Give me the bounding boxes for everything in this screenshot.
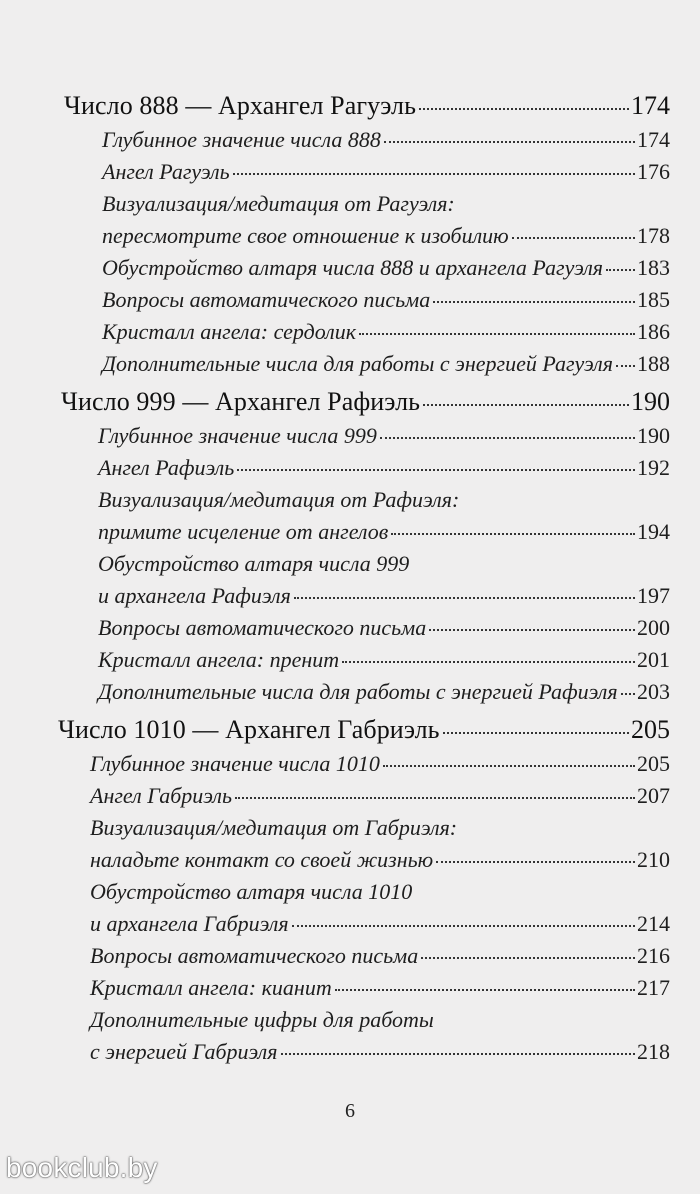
- subentry-page-number: 207: [637, 783, 670, 808]
- subentry-title: Глубинное значение числа 1010: [90, 751, 380, 776]
- subentry-title: Ангел Рафиэль: [98, 455, 235, 480]
- dot-leader: [380, 437, 635, 439]
- subentry-title-line-1: Визуализация/медитация от Рагуэля:: [102, 191, 455, 216]
- toc-section-888: [0, 88, 700, 380]
- subentry-last-line: [102, 220, 670, 252]
- chapter-page-number: 205: [631, 715, 670, 744]
- watermark-logo: bookclub.by: [6, 1152, 158, 1183]
- subentry-title: Дополнительные числа для работы с энергией Рагуэля: [102, 351, 613, 376]
- subentry-title-line-1: Обустройство алтаря числа 999: [98, 551, 410, 576]
- toc-section-1010: [0, 712, 700, 1068]
- toc-subentry: [0, 156, 700, 188]
- subentry-title-line-2: примите исцеление от ангелов: [98, 519, 389, 544]
- subentry-page-number: 178: [637, 223, 670, 248]
- subentry-title-line-1: Обустройство алтаря числа 1010: [90, 879, 413, 904]
- subentry-page-number: 210: [637, 847, 670, 872]
- toc-subentry-multiline: [0, 188, 700, 252]
- subentry-title-line-1: Дополнительные цифры для работы: [90, 1007, 434, 1032]
- toc-subentry: [0, 748, 700, 780]
- toc-subentry: [0, 452, 700, 484]
- subentry-title-line-1: Визуализация/медитация от Рафиэля:: [98, 487, 460, 512]
- toc-subentry-multiline: [0, 876, 700, 940]
- subentry-page-number: 192: [637, 455, 670, 480]
- subentry-page-number: 214: [637, 911, 670, 936]
- toc-chapter-entry: [0, 712, 700, 748]
- subentry-page-number: 216: [637, 943, 670, 968]
- dot-leader: [391, 533, 635, 535]
- chapter-title: Число 888 — Архангел Рагуэль: [64, 91, 417, 120]
- chapter-page-number: 174: [631, 91, 670, 120]
- subentry-title: Глубинное значение числа 888: [102, 127, 381, 152]
- subentry-page-number: 200: [637, 615, 670, 640]
- toc-section-999: [0, 384, 700, 708]
- toc-subentry: [0, 940, 700, 972]
- dot-leader: [429, 629, 635, 631]
- subentry-last-line: [90, 1036, 670, 1068]
- toc-chapter-entry: [0, 88, 700, 124]
- toc-subentry: [0, 252, 700, 284]
- subentry-page-number: 183: [637, 255, 670, 280]
- dot-leader: [436, 861, 635, 863]
- subentry-page-number: 218: [637, 1039, 670, 1064]
- toc-subentry: [0, 124, 700, 156]
- dot-leader: [443, 732, 629, 734]
- dot-leader: [606, 269, 635, 271]
- toc-subentry: [0, 316, 700, 348]
- subentry-title-line-2: с энергией Габриэля: [90, 1039, 278, 1064]
- dot-leader: [233, 173, 635, 175]
- dot-leader: [421, 957, 635, 959]
- chapter-title: Число 1010 — Архангел Габриэль: [58, 715, 440, 744]
- dot-leader: [383, 765, 635, 767]
- dot-leader: [621, 693, 635, 695]
- subentry-title-line-2: и архангела Рафиэля: [98, 583, 291, 608]
- subentry-title: Вопросы автоматического письма: [102, 287, 431, 312]
- subentry-title: Ангел Габриэль: [90, 783, 233, 808]
- page-number: 6: [345, 1100, 355, 1122]
- subentry-last-line: [98, 516, 670, 548]
- subentry-page-number: 188: [637, 351, 670, 376]
- dot-leader: [294, 597, 635, 599]
- dot-leader: [292, 925, 635, 927]
- toc-subentry: [0, 972, 700, 1004]
- dot-leader: [342, 661, 635, 663]
- chapter-page-number: 190: [631, 387, 670, 416]
- dot-leader: [433, 301, 635, 303]
- subentry-title-line-1: Визуализация/медитация от Габриэля:: [90, 815, 458, 840]
- subentry-title: Кристалл ангела: сердолик: [102, 319, 357, 344]
- toc-chapter-entry: [0, 384, 700, 420]
- subentry-last-line: [98, 580, 670, 612]
- subentry-title: Глубинное значение числа 999: [98, 423, 377, 448]
- subentry-title: Вопросы автоматического письма: [98, 615, 427, 640]
- subentry-last-line: [90, 844, 670, 876]
- toc-subentry-multiline: [0, 1004, 700, 1068]
- dot-leader: [616, 365, 635, 367]
- toc-subentry-multiline: [0, 812, 700, 876]
- subentry-page-number: 174: [637, 127, 670, 152]
- dot-leader: [281, 1053, 636, 1055]
- subentry-title: Обустройство алтаря числа 888 и архангела Рагуэля: [102, 255, 604, 280]
- toc-subentry-multiline: [0, 548, 700, 612]
- table-of-contents: [0, 88, 700, 1072]
- subentry-title-line-2: пересмотрите свое отношение к изобилию: [102, 223, 509, 248]
- subentry-page-number: 194: [637, 519, 670, 544]
- subentry-title: Кристалл ангела: пренит: [98, 647, 340, 672]
- dot-leader: [384, 141, 635, 143]
- dot-leader: [359, 333, 635, 335]
- subentry-page-number: 203: [637, 679, 670, 704]
- toc-subentry: [0, 676, 700, 708]
- dot-leader: [512, 237, 635, 239]
- dot-leader: [335, 989, 635, 991]
- chapter-title: Число 999 — Архангел Рафиэль: [61, 387, 421, 416]
- dot-leader: [419, 108, 629, 110]
- subentry-title-line-2: и архангела Габриэля: [90, 911, 289, 936]
- subentry-title: Ангел Рагуэль: [102, 159, 230, 184]
- toc-subentry: [0, 284, 700, 316]
- dot-leader: [237, 469, 635, 471]
- dot-leader: [235, 797, 635, 799]
- toc-subentry: [0, 420, 700, 452]
- subentry-title: Вопросы автоматического письма: [90, 943, 419, 968]
- subentry-title: Кристалл ангела: кианит: [90, 975, 332, 1000]
- subentry-page-number: 190: [637, 423, 670, 448]
- toc-subentry-multiline: [0, 484, 700, 548]
- subentry-page-number: 217: [637, 975, 670, 1000]
- subentry-page-number: 201: [637, 647, 670, 672]
- subentry-page-number: 185: [637, 287, 670, 312]
- subentry-title: Дополнительные числа для работы с энергией Рафиэля: [98, 679, 618, 704]
- dot-leader: [423, 404, 629, 406]
- toc-subentry: [0, 348, 700, 380]
- toc-subentry: [0, 780, 700, 812]
- toc-subentry: [0, 612, 700, 644]
- subentry-page-number: 197: [637, 583, 670, 608]
- subentry-page-number: 205: [637, 751, 670, 776]
- subentry-page-number: 176: [637, 159, 670, 184]
- subentry-last-line: [90, 908, 670, 940]
- subentry-page-number: 186: [637, 319, 670, 344]
- subentry-title-line-2: наладьте контакт со своей жизнью: [90, 847, 434, 872]
- toc-subentry: [0, 644, 700, 676]
